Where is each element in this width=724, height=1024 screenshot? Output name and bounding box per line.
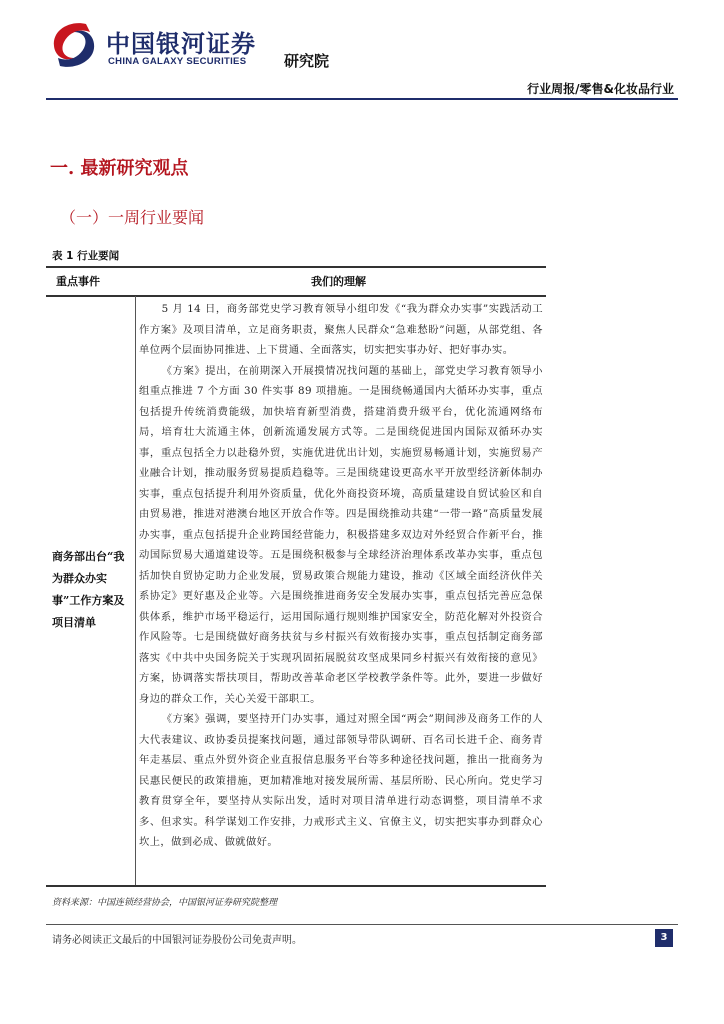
view-paragraph-3: 《方案》强调，要坚持开门办实事，通过对照全国“两会”期间涉及商务工作的人大代表建议、政协委员提案找问题，通过部领导带队调研、百名司长进千企、商务青年走基层、重点外贸外资企业直报信息服务平台等多种途径找问题，推出一批商务为民惠民便民的政策措施，更加精准地对接发展所需、基层所盼、民心所向。党史学习教育贯穿全年，要坚持从实际出发，适时对项目清单进行动态调整，项目清单不求多、但求实。科学谋划工作安排，力戒形式主义、官僚主义，切实把实事办到群众心坎上，做到必成、做就做好。: [139, 713, 543, 848]
header-divider: [46, 98, 678, 100]
table-header-rule: [46, 295, 546, 297]
logo-chinese-name: 中国银河证券: [106, 29, 256, 58]
footer-divider: [46, 924, 678, 925]
galaxy-logo-icon: [46, 18, 102, 72]
table-bottom-rule: [46, 885, 546, 887]
logo-research-institute: 研究院: [284, 52, 330, 70]
logo-english-name: CHINA GALAXY SECURITIES: [108, 56, 247, 67]
page-number: 3: [655, 929, 673, 947]
section-title: 一. 最新研究观点: [50, 158, 189, 179]
section-subtitle: （一）一周行业要闻: [60, 208, 205, 227]
table-event-cell: 商务部出台“我为群众办实事”工作方案及项目清单: [52, 550, 125, 629]
source-note: 资料来源：中国连锁经营协会，中国银河证券研究院整理: [52, 898, 278, 908]
table-header-event: 重点事件: [56, 275, 100, 288]
table-header-view: 我们的理解: [311, 275, 366, 288]
table-view-cell: [139, 299, 543, 853]
view-paragraph-1: 5 月 14 日，商务部党史学习教育领导小组印发《“我为群众办实事”实践活动工作方案》及项目清单，立足商务职责，聚焦人民群众“急难愁盼”问题，从部党组、各单位两个层面协同推进、上下贯通、全面落实，切实把实事办好、把好事办实。: [139, 303, 543, 356]
news-table: [46, 266, 546, 887]
view-paragraph-2: 《方案》提出，在前期深入开展摸情况找问题的基础上，部党史学习教育领导小组重点推进 7 个方面 30 件实事 89 项措施。一是围绕畅通国内大循环办实事，重点包括提升传统消费能级，加快培育新型消费，搭建消费升级平台，优化流通网络布局，培育壮大流通主体，创新流通发展方式等。二是围绕促进国内国际双循环办实事，重点包括全力以赴稳外贸，实施优进优出计划，实施贸易畅通计划，实施贸易产业融合计划，推动服务贸易提质趋稳等。三是围绕建设更高水平开放型经济新体制办实事，重点包括提升利用外资质量，优化外商投资环境，高质量建设自贸试验区和自由贸易港，推进对港澳台地区开放合作等。四是围绕推动共建“一带一路”高质量发展办实事，重点包括提升企业跨国经营能力，积极搭建多双边对外经贸合作新平台，推动国际贸易大通道建设等。五是围绕积极参与全球经济治理体系改革办实事，重点包括加快自贸协定助力企业发展，贸易政策合规能力建设，推动《区域全面经济伙伴关系协定》更好惠及企业等。六是围绕推进商务安全发展办实事，重点包括完善应急保供体系，维护市场平稳运行，运用国际通行规则维护国家安全，防范化解对外投资合作风险等。七是围绕做好商务扶贫与乡村振兴有效衔接办实事，重点包括制定商务部落实《中共中央国务院关于实现巩固拓展脱贫攻坚成果同乡村振兴有效衔接的意见》方案，协调落实帮扶项目，帮助改善革命老区学校教学条件等。此外，要进一步做好身边的群众工作，关心关爱干部职工。: [139, 364, 543, 705]
company-logo: [46, 18, 330, 74]
table-top-rule: [46, 266, 546, 268]
table-column-divider: [135, 296, 136, 885]
table-caption: 表 1 行业要闻: [52, 250, 120, 262]
report-type: 行业周报/零售&化妆品行业: [527, 82, 674, 96]
footer-disclaimer: 请务必阅读正文最后的中国银河证券股份公司免责声明。: [52, 935, 302, 946]
